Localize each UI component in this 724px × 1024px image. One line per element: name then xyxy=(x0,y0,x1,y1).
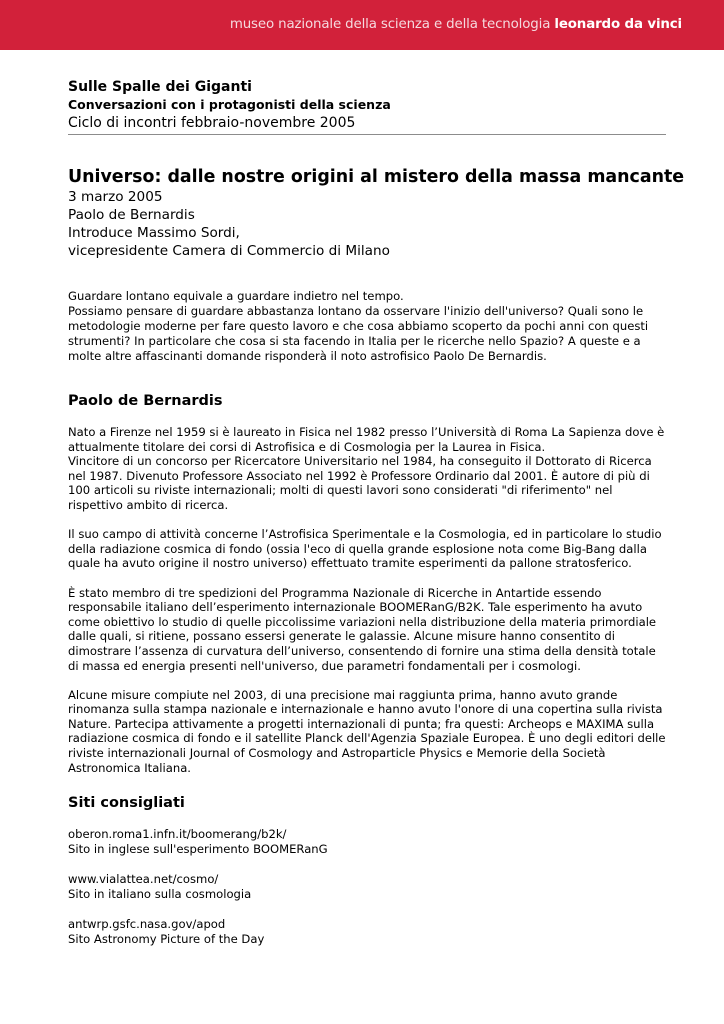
site-url[interactable]: www.vialattea.net/cosmo/ xyxy=(68,872,219,887)
site-description: Sito in italiano sulla cosmologia xyxy=(68,887,252,902)
event-title: Universo: dalle nostre origini al mistero della massa mancante xyxy=(68,167,685,187)
series-subtitle: Conversazioni con i protagonisti della scienza xyxy=(68,97,391,112)
list-item xyxy=(68,827,666,857)
intro-line-1: Guardare lontano equivale a guardare indietro nel tempo. xyxy=(68,289,404,303)
bio-paragraph-3: Il suo campo di attività concerne l’Astrofisica Sperimentale e la Cosmologia, ed in particolare lo studio della radiazione cosmica di fondo (ossia l'eco di quella grande esplosione nota come Big-Bang dalla quale ha avuto origine il nostro universo) effettuato tramite esperimenti da pallone stratosferico. xyxy=(68,527,662,571)
bio-paragraph-5: Alcune misure compiute nel 2003, di una precisione mai raggiunta prima, hanno avuto grande rinomanza sulla stampa nazionale e internazionale e hanno avuto l'onore di una copertina sulla rivista Nature. Partecipa attivamente a progetti internazionali di punta; fra questi: Archeops e MAXIMA sulla radiazione cosmica di fondo e il satellite Planck dell'Agenzia Spaziale Europea. È uno degli editori delle riviste internazionali Journal of Cosmology and Astroparticle Physics e Memorie della Società Astronomica Italiana. xyxy=(68,687,666,775)
event-introducer: Introduce Massimo Sordi, xyxy=(68,225,240,241)
bio-paragraph-4: È stato membro di tre spedizioni del Programma Nazionale di Ricerche in Antartide essendo responsabile italiano dell’esperimento internazionale BOOMERanG/B2K. Tale esperimento ha avuto come obiettivo lo studio di quelle piccolissime variazioni nella distribuzione della materia primordiale dalle quali, si ritiene, possano essersi generate le galassie. Alcune misure hanno consentito di dimostrare l’assenza di curvatura dell’universo, consentendo di fornire una stima della densità totale di massa ed energia presenti nell'universo, due parametri fondamentali per i cosmologi. xyxy=(68,585,657,673)
series-cycle: Ciclo di incontri febbraio-novembre 2005 xyxy=(68,115,356,131)
bio-paragraph-1: Nato a Firenze nel 1959 si è laureato in Fisica nel 1982 presso l’Università di Roma La Sapienza dove è attualmente titolare dei corsi di Astrofisica e di Cosmologia per la Laurea in Fisica. xyxy=(68,425,665,454)
header-band xyxy=(0,0,724,50)
intro-line-2: Possiamo pensare di guardare abbastanza lontano da osservare l'inizio dell'universo? Quali sono le metodologie moderne per fare questo lavoro e che cosa abbiamo scoperto da pochi anni con questi strumenti? In particolare che cosa si sta facendo in Italia per le ricerche nello Spazio? A queste e a molte altre affascinanti domande risponderà il noto astrofisico Paolo De Bernardis. xyxy=(68,304,649,363)
site-url[interactable]: oberon.roma1.infn.it/boomerang/b2k/ xyxy=(68,827,287,842)
list-item xyxy=(68,872,666,902)
series-title: Sulle Spalle dei Giganti xyxy=(68,79,252,95)
site-description: Sito Astronomy Picture of the Day xyxy=(68,932,265,947)
museum-name: museo nazionale della scienza e della tecnologia xyxy=(229,17,551,32)
museum-brand: leonardo da vinci xyxy=(554,17,682,32)
speaker-bio xyxy=(68,425,666,775)
intro-text xyxy=(68,289,666,364)
site-description: Sito in inglese sull'esperimento BOOMERanG xyxy=(68,842,328,857)
divider xyxy=(68,134,666,135)
site-url[interactable]: antwrp.gsfc.nasa.gov/apod xyxy=(68,917,226,932)
event-block xyxy=(68,166,685,260)
document-body xyxy=(68,78,685,962)
sites-list xyxy=(68,827,666,947)
series-block xyxy=(68,78,666,132)
event-introducer-role: vicepresidente Camera di Commercio di Milano xyxy=(68,243,390,259)
museum-logo-text xyxy=(230,17,682,32)
list-item xyxy=(68,917,666,947)
bio-paragraph-2: Vincitore di un concorso per Ricercatore Universitario nel 1984, ha conseguito il Dottorato di Ricerca nel 1987. Divenuto Professore Associato nel 1992 è Professore Ordinario dal 2001. È autore di più di 100 articoli su riviste internazionali; molti di questi lavori sono considerati "di riferimento" nel rispettivo ambito di ricerca. xyxy=(68,454,652,512)
sites-heading: Siti consigliati xyxy=(68,795,185,812)
event-date: 3 marzo 2005 xyxy=(68,189,163,205)
speaker-heading: Paolo de Bernardis xyxy=(68,393,223,409)
event-speaker: Paolo de Bernardis xyxy=(68,207,195,223)
